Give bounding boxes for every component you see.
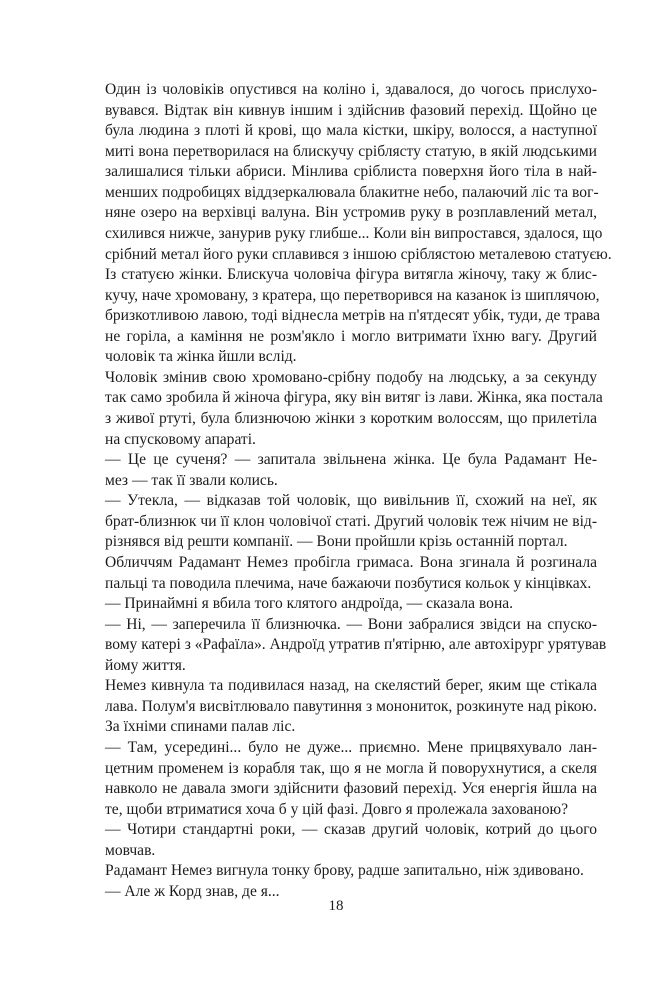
text-line: чоловік та жінка йшли вслід. [105, 348, 297, 366]
text-line: вому катері з «Рафаїла». Андроїд утратив п'ятірню, але автохірург урятував [105, 636, 607, 654]
text-line: Обличчям Радамант Немез пробігла гримаса. Вона згинала й розгинала [105, 553, 597, 571]
paragraph [105, 368, 603, 450]
text-line: бризкотливою лавою, тоді віднесла метрів на п'ятдесят убік, туди, де трава [105, 307, 601, 325]
text-line: вувався. Відтак він кивнув іншим і здійснив фазовий перехід. Щойно це [105, 101, 597, 119]
text-line: Із статуєю жінки. Блискуча чоловіча фігура витягла жіночу, таку ж блис- [105, 266, 597, 284]
book-page-text [105, 80, 612, 903]
text-line: схилився нижче, занурив руку глибше... Коли він випростався, здалося, що [105, 224, 603, 242]
text-line: на спусковому апараті. [105, 430, 256, 448]
text-line: За їхніми спинами палав ліс. [105, 718, 296, 736]
text-line: так само зробила й жіноча фігура, яку він витяг із лави. Жінка, яка постала [105, 389, 603, 407]
text-line: була людина з плоті й крові, що мала кістки, шкіру, волосся, а наступної [105, 122, 597, 140]
text-line: не горіла, а каміння не розм'якло і могло витримати їхню вагу. Другий [105, 327, 597, 345]
page-number: 18 [328, 898, 344, 914]
text-line: те, щоби втриматися хоча б у цій фазі. Довго я пролежала захованою? [105, 800, 569, 818]
text-line: срібний метал його руки сплавився з іншою сріблястою металевою статуєю. [105, 245, 612, 263]
text-line: — Принаймні я вбила того клятого андроїда, — сказала вона. [105, 595, 514, 613]
paragraph [105, 676, 597, 738]
paragraph [105, 861, 597, 882]
paragraph [105, 820, 597, 861]
text-line: Радамант Немез вигнула тонку брову, радше запитально, ніж здивовано. [105, 862, 584, 880]
text-line: кучу, наче хромовану, з кратера, що перетворився на казанок із шиплячою, [105, 286, 600, 304]
text-line: йому життя. [105, 656, 186, 674]
text-line: — Чотири стандартні роки, — сказав другий чоловік, котрий до цього [105, 821, 597, 839]
text-line: цетним променем із корабля так, що я не могла й поворухнутися, а скеля [105, 759, 597, 777]
text-line: залишалися тільки абриси. Мінлива сріблиста поверхня його тіла в най- [105, 163, 597, 181]
text-line: Немез кивнула та подивилася назад, на скелястий берег, яким ще стікала [105, 677, 597, 695]
text-line: брат-близнюк чи її клон чоловічої статі. Другий чоловік теж нічим не від- [105, 512, 597, 530]
text-line: Чоловік змінив свою хромовано-срібну подобу на людську, а за секунду [105, 368, 597, 386]
text-line: мез — так її звали колись. [105, 471, 278, 489]
paragraph [105, 553, 597, 594]
text-line: мовчав. [105, 841, 156, 859]
text-line: пальці та поводила плечима, наче бажаючи позбутися кольок у кінцівках. [105, 574, 592, 592]
paragraph [105, 491, 597, 553]
text-line: — Утекла, — відказав той чоловік, що вивільнив її, схожий на неї, як [105, 492, 597, 510]
paragraph [105, 615, 607, 677]
text-line: Один із чоловіків опустився на коліно і, здавалося, до чогось прислухо- [105, 81, 597, 98]
text-line: менших подробицях віддзеркалювала блакитне небо, палаючий ліс та вог- [105, 183, 599, 201]
text-line: — Ні, — заперечила її близнючка. — Вони забралися звідси на спуско- [105, 615, 597, 633]
text-line: — Це це сученя? — запитала звільнена жінка. Це була Радамант Не- [105, 451, 597, 469]
text-line: різнявся від решти компанії. — Вони пройшли крізь останній портал. [105, 533, 568, 551]
paragraph [105, 738, 597, 820]
paragraph [105, 450, 597, 491]
text-line: — Там, усередині... було не дуже... приємно. Мене прицвяхувало лан- [105, 739, 597, 756]
text-line: з живої ртуті, була близнючою жінки з коротким волоссям, що прилетіла [105, 410, 597, 427]
text-line: лава. Полум'я висвітлювало павутиння з монониток, розкинуте над рікою. [105, 697, 597, 715]
text-line: няне озеро на верхівці валуна. Він устромив руку в розплавлений метал, [105, 204, 597, 222]
paragraph [105, 594, 597, 615]
text-line: миті вона перетворилася на блискучу сріблясту статую, в якій людськими [105, 142, 597, 160]
text-line: навколо не давала змоги здійснити фазовий перехід. Уся енергія йшла на [105, 780, 597, 798]
text-line: — Але ж Корд знав, де я... [105, 882, 280, 900]
paragraph [105, 80, 612, 368]
